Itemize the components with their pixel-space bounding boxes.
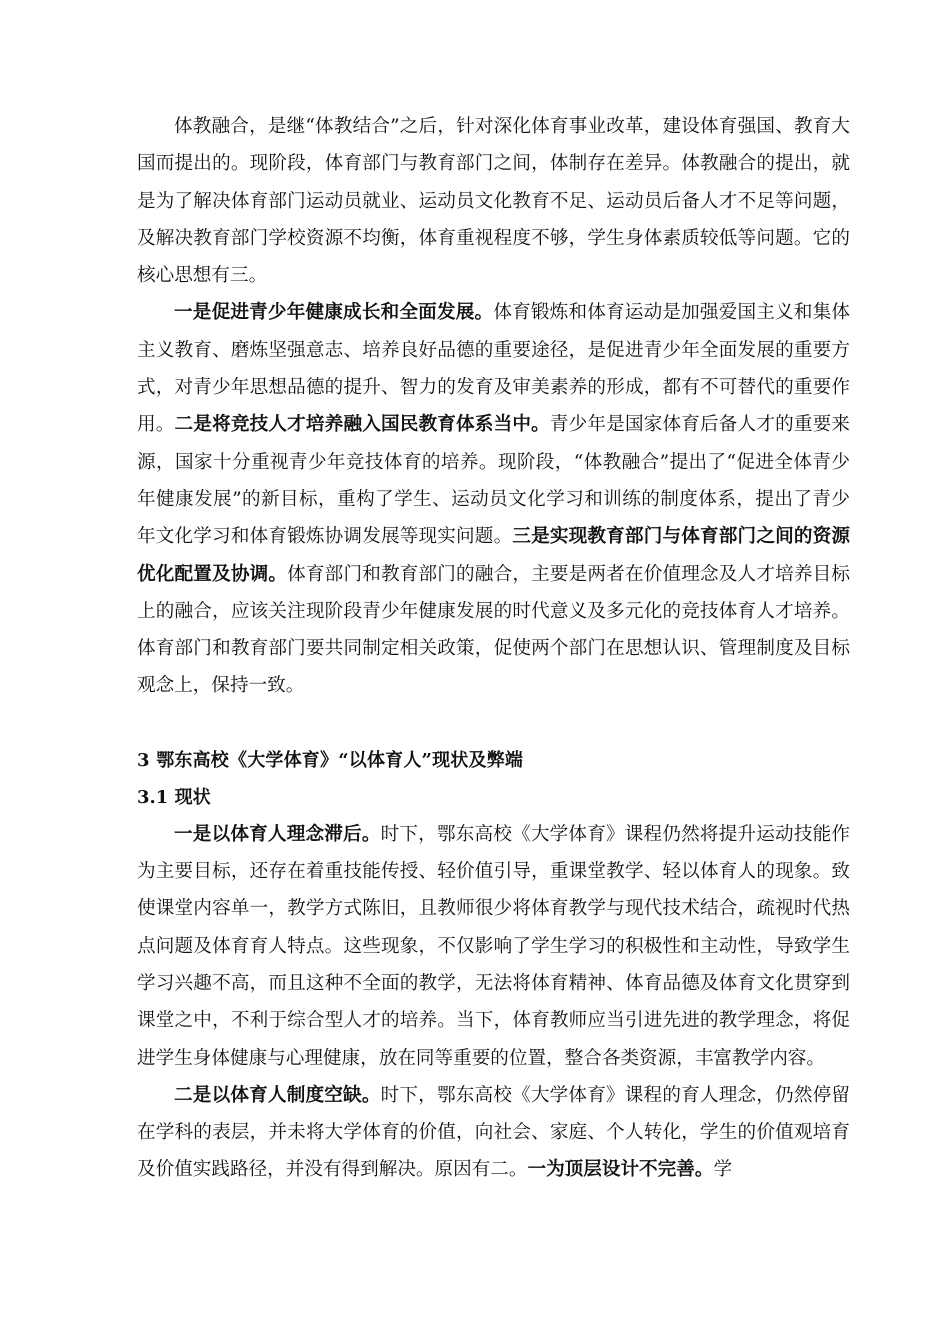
text-run: 体育部门和教育部门的融合，主要是两者在价值理念及人才培养目标上的融合，应该关注现阶段青少年健康发展的时代意义及多元化的竞技体育人才培养。体育部门和教育部门要共同制定相关政策，促使两个部门在思想认识、管理制度及目标观念上，保持一致。 [137, 563, 850, 697]
section-heading: 3 鄂东高校《大学体育》“以体育人”现状及弊端 [137, 749, 524, 771]
status-one-heading: 一是以体育人理念滞后。 [174, 823, 381, 845]
paragraph-intro-1 [137, 108, 850, 294]
text-run: 体育锻炼和体育运动是加强爱国主义和集体主义教育、磨炼坚强意志、培养良好品德的重要途径，是促进青少年全面发展的重要方式，对青少年思想品德的提升、智力的发育及审美素养的形成，都有不可替代的重要作用。 [137, 302, 850, 436]
paragraph-status-1 [137, 816, 850, 1077]
document-body [137, 108, 850, 1189]
text-run: 青少年是国家体育后备人才的重要来源，国家十分重视青少年竞技体育的培养。现阶段，“体教融合”提出了“促进全体青少年健康发展”的新目标，重构了学生、运动员文化学习和训练的制度体系，提出了青少年文化学习和体育锻炼协调发展等现实问题。 [137, 414, 850, 548]
paragraph-status-2 [137, 1077, 850, 1189]
text-run: 时下，鄂东高校《大学体育》课程的育人理念，仍然停留在学科的表层，并未将大学体育的价值，向社会、家庭、个人转化，学生的价值观培育及价值实践路径，并没有得到解决。原因有二。 [137, 1084, 850, 1181]
reason-one-heading: 一为顶层设计不完善。 [527, 1159, 714, 1181]
text-run: 体教融合，是继“体教结合”之后，针对深化体育事业改革，建设体育强国、教育大国而提出的。现阶段，体育部门与教育部门之间，体制存在差异。体教融合的提出，就是为了解决体育部门运动员就业、运动员文化教育不足、运动员后备人才不足等问题，及解决教育部门学校资源不均衡，体育重视程度不够，学生身体素质较低等问题。它的核心思想有三。 [137, 116, 850, 287]
point-two-heading: 二是将竞技人才培养融入国民教育体系当中。 [174, 414, 550, 436]
subsection-heading: 3.1 现状 [137, 786, 211, 808]
point-three-heading: 三是实现教育部门与体育部门之间的资源优化配置及协调。 [137, 526, 850, 585]
paragraph-core-ideas [137, 294, 850, 704]
status-section [137, 816, 850, 1189]
text-run: 学 [713, 1159, 733, 1181]
intro-section [137, 108, 850, 705]
status-two-heading: 二是以体育人制度空缺。 [174, 1084, 381, 1106]
point-one-heading: 一是促进青少年健康成长和全面发展。 [174, 302, 494, 324]
text-run: 时下，鄂东高校《大学体育》课程仍然将提升运动技能作为主要目标，还存在着重技能传授、轻价值引导，重课堂教学、轻以体育人的现象。致使课堂内容单一，教学方式陈旧，且教师很少将体育教学与现代技术结合，疏视时代热点问题及体育育人特点。这些现象，不仅影响了学生学习的积极性和主动性，导致学生学习兴趣不高，而且这种不全面的教学，无法将体育精神、体育品德及体育文化贯穿到课堂之中，不利于综合型人才的培养。当下，体育教师应当引进先进的教学理念，将促进学生身体健康与心理健康，放在同等重要的位置，整合各类资源，丰富教学内容。 [137, 823, 850, 1069]
